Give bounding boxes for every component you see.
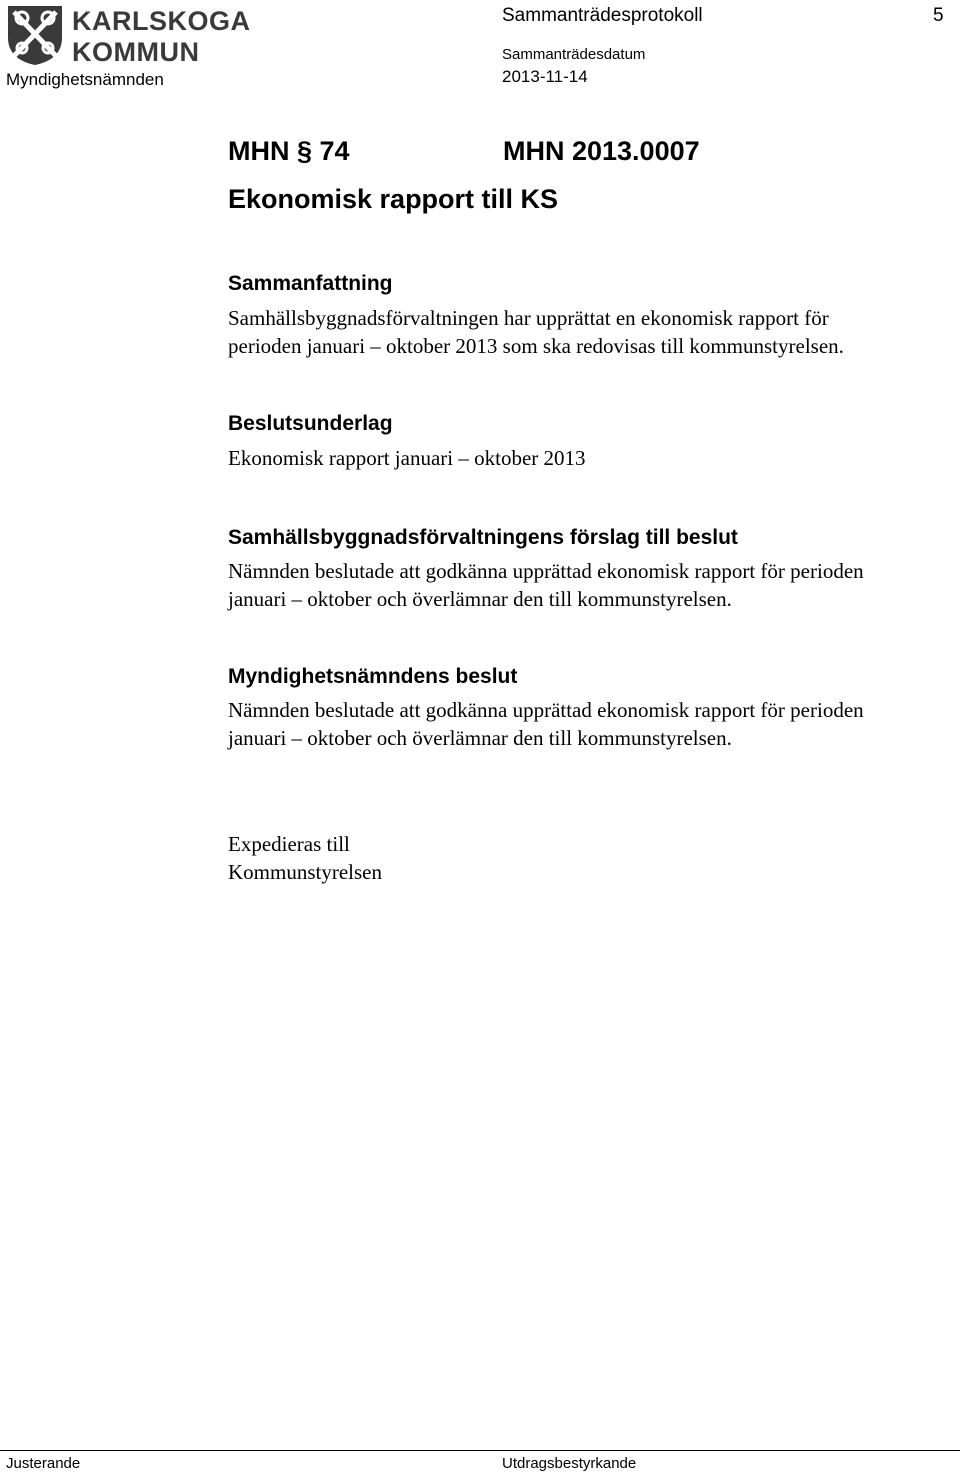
section-text-sammanfattning [228, 304, 844, 360]
section-heading-beslutsunderlag: Beslutsunderlag [228, 412, 393, 435]
document-type: Sammanträdesprotokoll [502, 5, 703, 26]
logo-line-1: KARLSKOGA [72, 6, 251, 36]
distribution-list [228, 830, 382, 886]
section-heading-beslut: Myndighetsnämndens beslut [228, 665, 518, 688]
distribution-recipient: Kommunstyrelsen [228, 860, 382, 884]
case-title: Ekonomisk rapport till KS [228, 184, 559, 214]
section-heading-sammanfattning: Sammanfattning [228, 272, 393, 295]
coat-of-arms-icon [6, 4, 64, 66]
text-line: Nämnden beslutade att godkänna upprättad ekonomisk rapport för perioden [228, 559, 864, 583]
page-number: 5 [933, 5, 944, 26]
case-id: MHN 2013.0007 [503, 136, 700, 166]
distribution-label: Expedieras till [228, 832, 350, 856]
footer-divider [0, 1450, 960, 1451]
case-number: MHN § 74 [228, 136, 350, 166]
text-line: perioden januari – oktober 2013 som ska redovisas till kommunstyrelsen. [228, 334, 844, 358]
meeting-date-label: Sammanträdesdatum [502, 46, 646, 63]
logo-line-2: KOMMUN [72, 37, 200, 67]
department-name: Myndighetsnämnden [6, 70, 164, 89]
section-text-forslag [228, 557, 864, 613]
text-line: Samhällsbyggnadsförvaltningen har upprättat en ekonomisk rapport för [228, 306, 829, 330]
footer-utdragsbestyrkande: Utdragsbestyrkande [502, 1455, 637, 1472]
text-line: Nämnden beslutade att godkänna upprättad ekonomisk rapport för perioden [228, 698, 864, 722]
karlskoga-logo [6, 4, 251, 68]
footer-justerande: Justerande [6, 1455, 81, 1472]
section-text-beslut [228, 696, 864, 752]
section-heading-forslag: Samhällsbyggnadsförvaltningens förslag till beslut [228, 526, 738, 549]
text-line: januari – oktober och överlämnar den till kommunstyrelsen. [228, 587, 732, 611]
meeting-date-value: 2013-11-14 [502, 67, 588, 86]
section-text-beslutsunderlag [228, 444, 586, 472]
text-line: januari – oktober och överlämnar den till kommunstyrelsen. [228, 726, 732, 750]
logo-wordmark [72, 8, 251, 66]
text-line: Ekonomisk rapport januari – oktober 2013 [228, 446, 586, 470]
